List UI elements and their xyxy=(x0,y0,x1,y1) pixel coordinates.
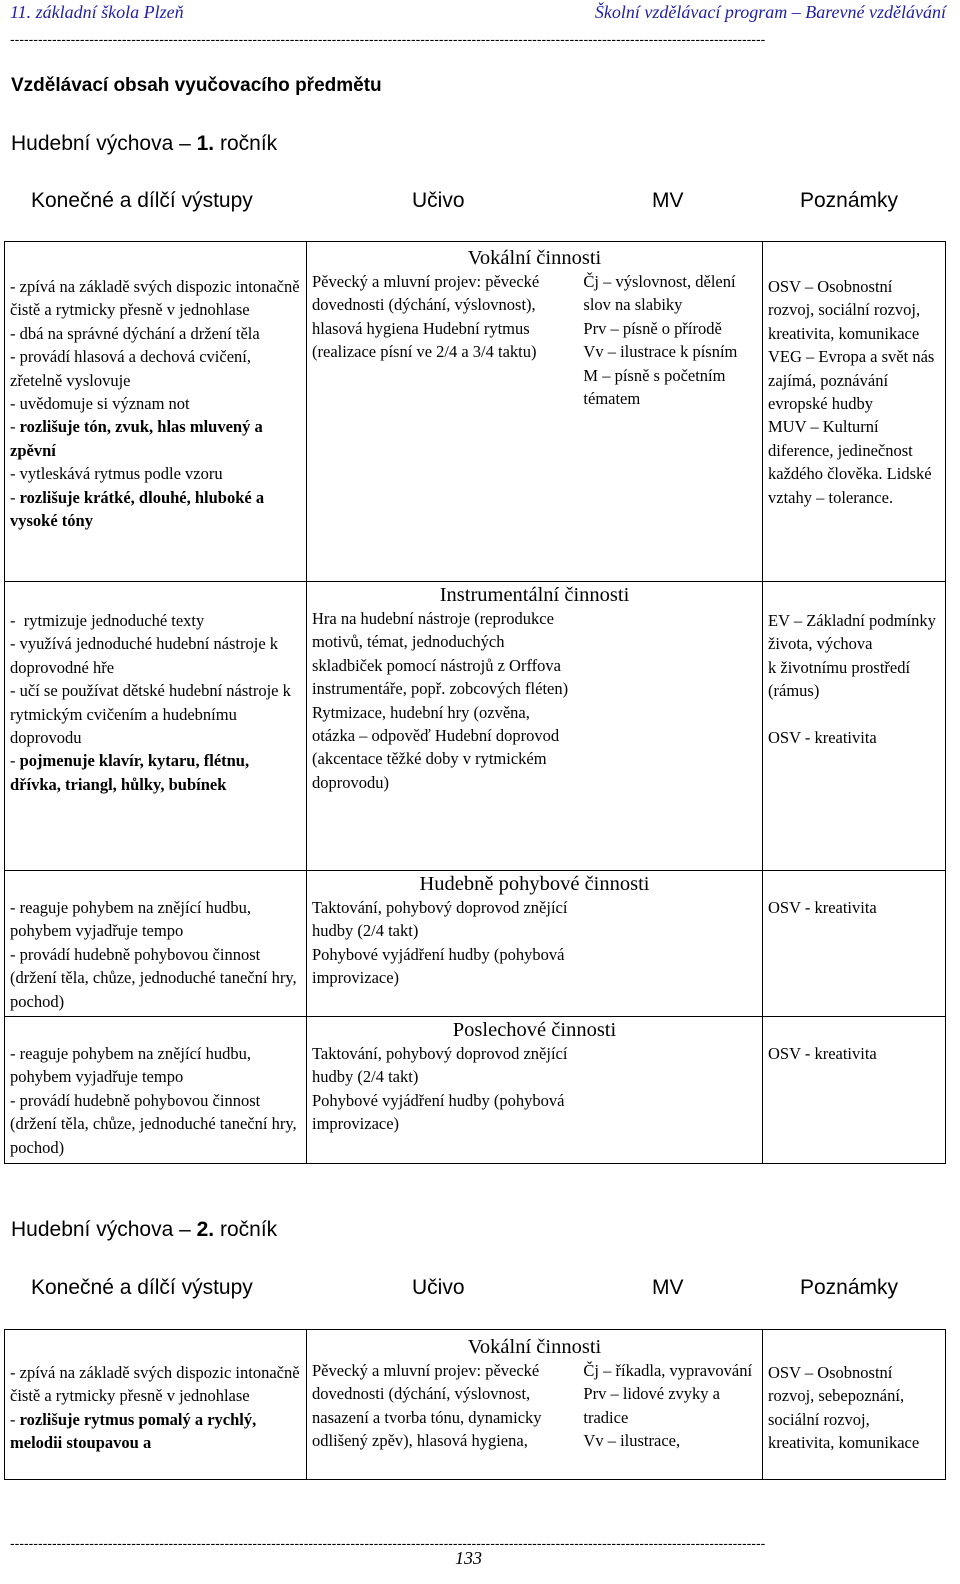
outputs-cell: - rytmizuje jednoduché texty - využívá jednoduché hudební nástroje k doprovodné hře - učí se používat dětské hudební nástroje k rytmickým cvičením a hudebnímu doprovodu - pojmenuje klavír, kytaru, flétnu, dřívka, triangl, hůlky, bubínek xyxy=(5,582,307,871)
notes-cell: OSV - kreativita xyxy=(763,871,946,1017)
table-row xyxy=(5,1017,946,1164)
notes-cell: OSV – Osobnostní rozvoj, sociální rozvoj, kreativita, komunikace VEG – Evropa a svět nás zajímá, poznávání evropské hudby MUV – Kulturní diference, jedinečnost každého člověka. Lidské vztahy – tolerance. xyxy=(763,242,946,582)
content-text: Taktování, pohybový doprovod znějící hudby (2/4 takt) Pohybové vyjádření hudby (pohybová improvizace) xyxy=(312,898,568,988)
content-text: Taktování, pohybový doprovod znějící hudby (2/4 takt) Pohybové vyjádření hudby (pohybová improvizace) xyxy=(312,1044,568,1134)
table-row xyxy=(5,242,946,582)
outputs-cell: - reaguje pohybem na znějící hudbu, pohybem vyjadřuje tempo - provádí hudebně pohybovou činnost (držení těla, chůze, jednoduché taneční hry, pochod) xyxy=(5,1017,307,1164)
header-program: Školní vzdělávací program – Barevné vzdělávání xyxy=(594,2,946,22)
col-header-outputs: Konečné a dílčí výstupy xyxy=(31,189,253,212)
notes-cell: EV – Základní podmínky života, výchova k životnímu prostředí (rámus) OSV - kreativita xyxy=(763,582,946,871)
col-header-content: Učivo xyxy=(412,189,465,212)
col-header-mv: MV xyxy=(652,1276,684,1299)
outputs-cell: - reaguje pohybem na znějící hudbu, pohybem vyjadřuje tempo - provádí hudebně pohybovou činnost (držení těla, chůze, jednoduché taneční hry, pochod) xyxy=(5,871,307,1017)
content-text: Pěvecký a mluvní projev: pěvecké dovednosti (dýchání, výslovnost, nasazení a tvorba tónu, dynamicky odlišený zpěv), hlasová hygiena, xyxy=(312,1361,542,1451)
subheader-instrumental: Instrumentální činnosti xyxy=(439,584,630,606)
footer-divider: ------------------------------------------------------------------------------------------------------------------------------------------------------------------ xyxy=(10,1535,766,1551)
content-cell xyxy=(307,582,763,871)
page-number: 133 xyxy=(455,1548,482,1568)
outputs-cell: - zpívá na základě svých dispozic intonačně čistě a rytmicky přesně v jednohlase - rozlišuje rytmus pomalý a rychlý, melodii stoupavou a xyxy=(5,1330,307,1480)
table-row xyxy=(5,582,946,871)
outputs-cell: - zpívá na základě svých dispozic intonačně čistě a rytmicky přesně v jednohlase - dbá na správné dýchání a držení těla - provádí hlasová a dechová cvičení, zřetelně vyslovuje - uvědomuje si význam not - rozlišuje tón, zvuk, hlas mluvený a zpěvní - vytleskává rytmus podle vzoru - rozlišuje krátké, dlouhé, hluboké a vysoké tóny xyxy=(5,242,307,582)
grade-1-table xyxy=(4,241,946,1164)
content-cell xyxy=(307,242,763,582)
col-header-notes: Poznámky xyxy=(800,1276,899,1299)
notes-cell: OSV – Osobnostní rozvoj, sebepoznání, sociální rozvoj, kreativita, komunikace xyxy=(763,1330,946,1480)
subheader-vocal: Vokální činnosti xyxy=(467,1336,602,1358)
subheader-movement: Hudebně pohybové činnosti xyxy=(419,873,650,895)
mv-text: Čj – výslovnost, dělení slov na slabiky Prv – písně o přírodě Vv – ilustrace k písním M – písně s početním tématem xyxy=(583,272,738,409)
subheader-vocal: Vokální činnosti xyxy=(467,247,602,269)
table-row xyxy=(5,871,946,1017)
subheader-listening: Poslechové činnosti xyxy=(452,1019,617,1041)
col-header-outputs: Konečné a dílčí výstupy xyxy=(31,1276,253,1299)
content-text: Hra na hudební nástroje (reprodukce motivů, témat, jednoduchých skladbiček pomocí nástrojů z Orffova instrumentáře, popř. zobcových fléten) Rytmizace, hudební hry (ozvěna, otázka – odpověď Hudební doprovod (akcentace těžké doby v rytmickém doprovodu) xyxy=(312,609,569,792)
mv-text xyxy=(578,607,762,794)
grade-2-title: Hudební výchova – 2. ročník xyxy=(11,1218,278,1241)
grade-2-table xyxy=(4,1329,946,1480)
header-divider: ------------------------------------------------------------------------------------------------------------------------------------------------------------------ xyxy=(10,31,766,47)
notes-cell: OSV - kreativita xyxy=(763,1017,946,1164)
content-cell xyxy=(307,1330,763,1480)
mv-text: Čj – říkadla, vypravování Prv – lidové zvyky a tradice Vv – ilustrace, xyxy=(583,1361,753,1451)
table-row xyxy=(5,1330,946,1480)
grade-1-title: Hudební výchova – 1. ročník xyxy=(11,132,278,155)
header-school: 11. základní škola Plzeň xyxy=(10,2,184,22)
col-header-content: Učivo xyxy=(412,1276,465,1299)
col-header-mv: MV xyxy=(652,189,684,212)
content-cell xyxy=(307,1017,763,1164)
col-header-notes: Poznámky xyxy=(800,189,899,212)
content-cell xyxy=(307,871,763,1017)
content-text: Pěvecký a mluvní projev: pěvecké dovednosti (dýchání, výslovnost), hlasová hygiena Hudební rytmus (realizace písní ve 2/4 a 3/4 taktu) xyxy=(312,272,540,362)
section-title: Vzdělávací obsah vyučovacího předmětu xyxy=(11,75,382,96)
